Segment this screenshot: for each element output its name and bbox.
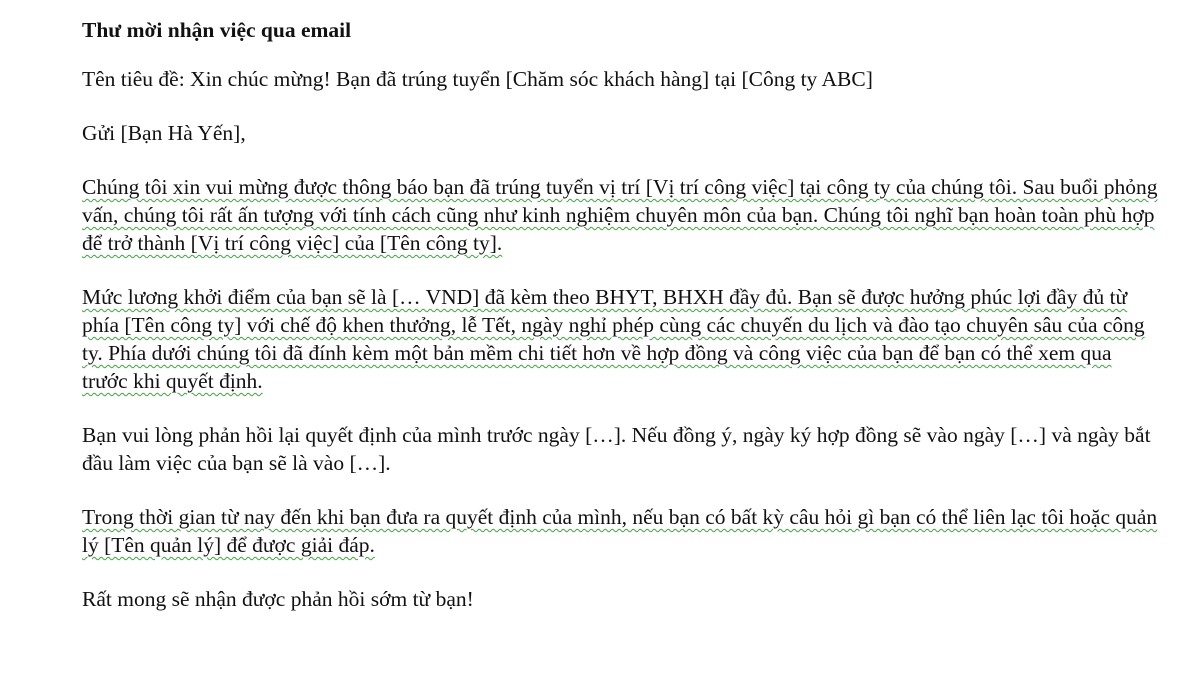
document-page: [82, 16, 1162, 639]
document-title: Thư mời nhận việc qua email: [82, 18, 352, 42]
paragraph-intro: [82, 173, 1162, 257]
paragraph-deadline: Bạn vui lòng phản hồi lại quyết định của mình trước ngày […]. Nếu đồng ý, ngày ký hợp đồng sẽ vào ngày […] và ngày bắt đầu làm việc của bạn sẽ là vào […].: [82, 423, 1151, 475]
paragraph-intro-text: Chúng tôi xin vui mừng được thông báo bạn đã trúng tuyển vị trí [Vị trí công việc] tại công ty của chúng tôi. Sau buổi phỏng vấn, chúng tôi rất ấn tượng với tính cách cũng như kinh nghiệm chuyên môn của bạn. Chúng tôi nghĩ bạn hoàn toàn phù hợp để trở thành [Vị trí công việc] của [Tên công ty].: [82, 175, 1158, 255]
subject-line: Tên tiêu đề: Xin chúc mừng! Bạn đã trúng tuyển [Chăm sóc khách hàng] tại [Công ty ABC]: [82, 67, 873, 91]
paragraph-closing: Rất mong sẽ nhận được phản hồi sớm từ bạn!: [82, 587, 474, 611]
greeting: Gửi [Bạn Hà Yến],: [82, 121, 246, 145]
paragraph-salary: [82, 283, 1162, 395]
paragraph-contact: [82, 503, 1162, 559]
paragraph-salary-text: Mức lương khởi điểm của bạn sẽ là [… VND] đã kèm theo BHYT, BHXH đầy đủ. Bạn sẽ được hưởng phúc lợi đầy đủ từ phía [Tên công ty] với chế độ khen thưởng, lễ Tết, ngày nghỉ phép cùng các chuyến du lịch và đào tạo chuyên sâu của công ty. Phía dưới chúng tôi đã đính kèm một bản mềm chi tiết hơn về hợp đồng và công việc của bạn để bạn có thể xem qua trước khi quyết định.: [82, 285, 1145, 393]
paragraph-contact-text: Trong thời gian từ nay đến khi bạn đưa ra quyết định của mình, nếu bạn có bất kỳ câu hỏi gì bạn có thể liên lạc tôi hoặc quản lý [Tên quản lý] để được giải đáp.: [82, 505, 1158, 557]
